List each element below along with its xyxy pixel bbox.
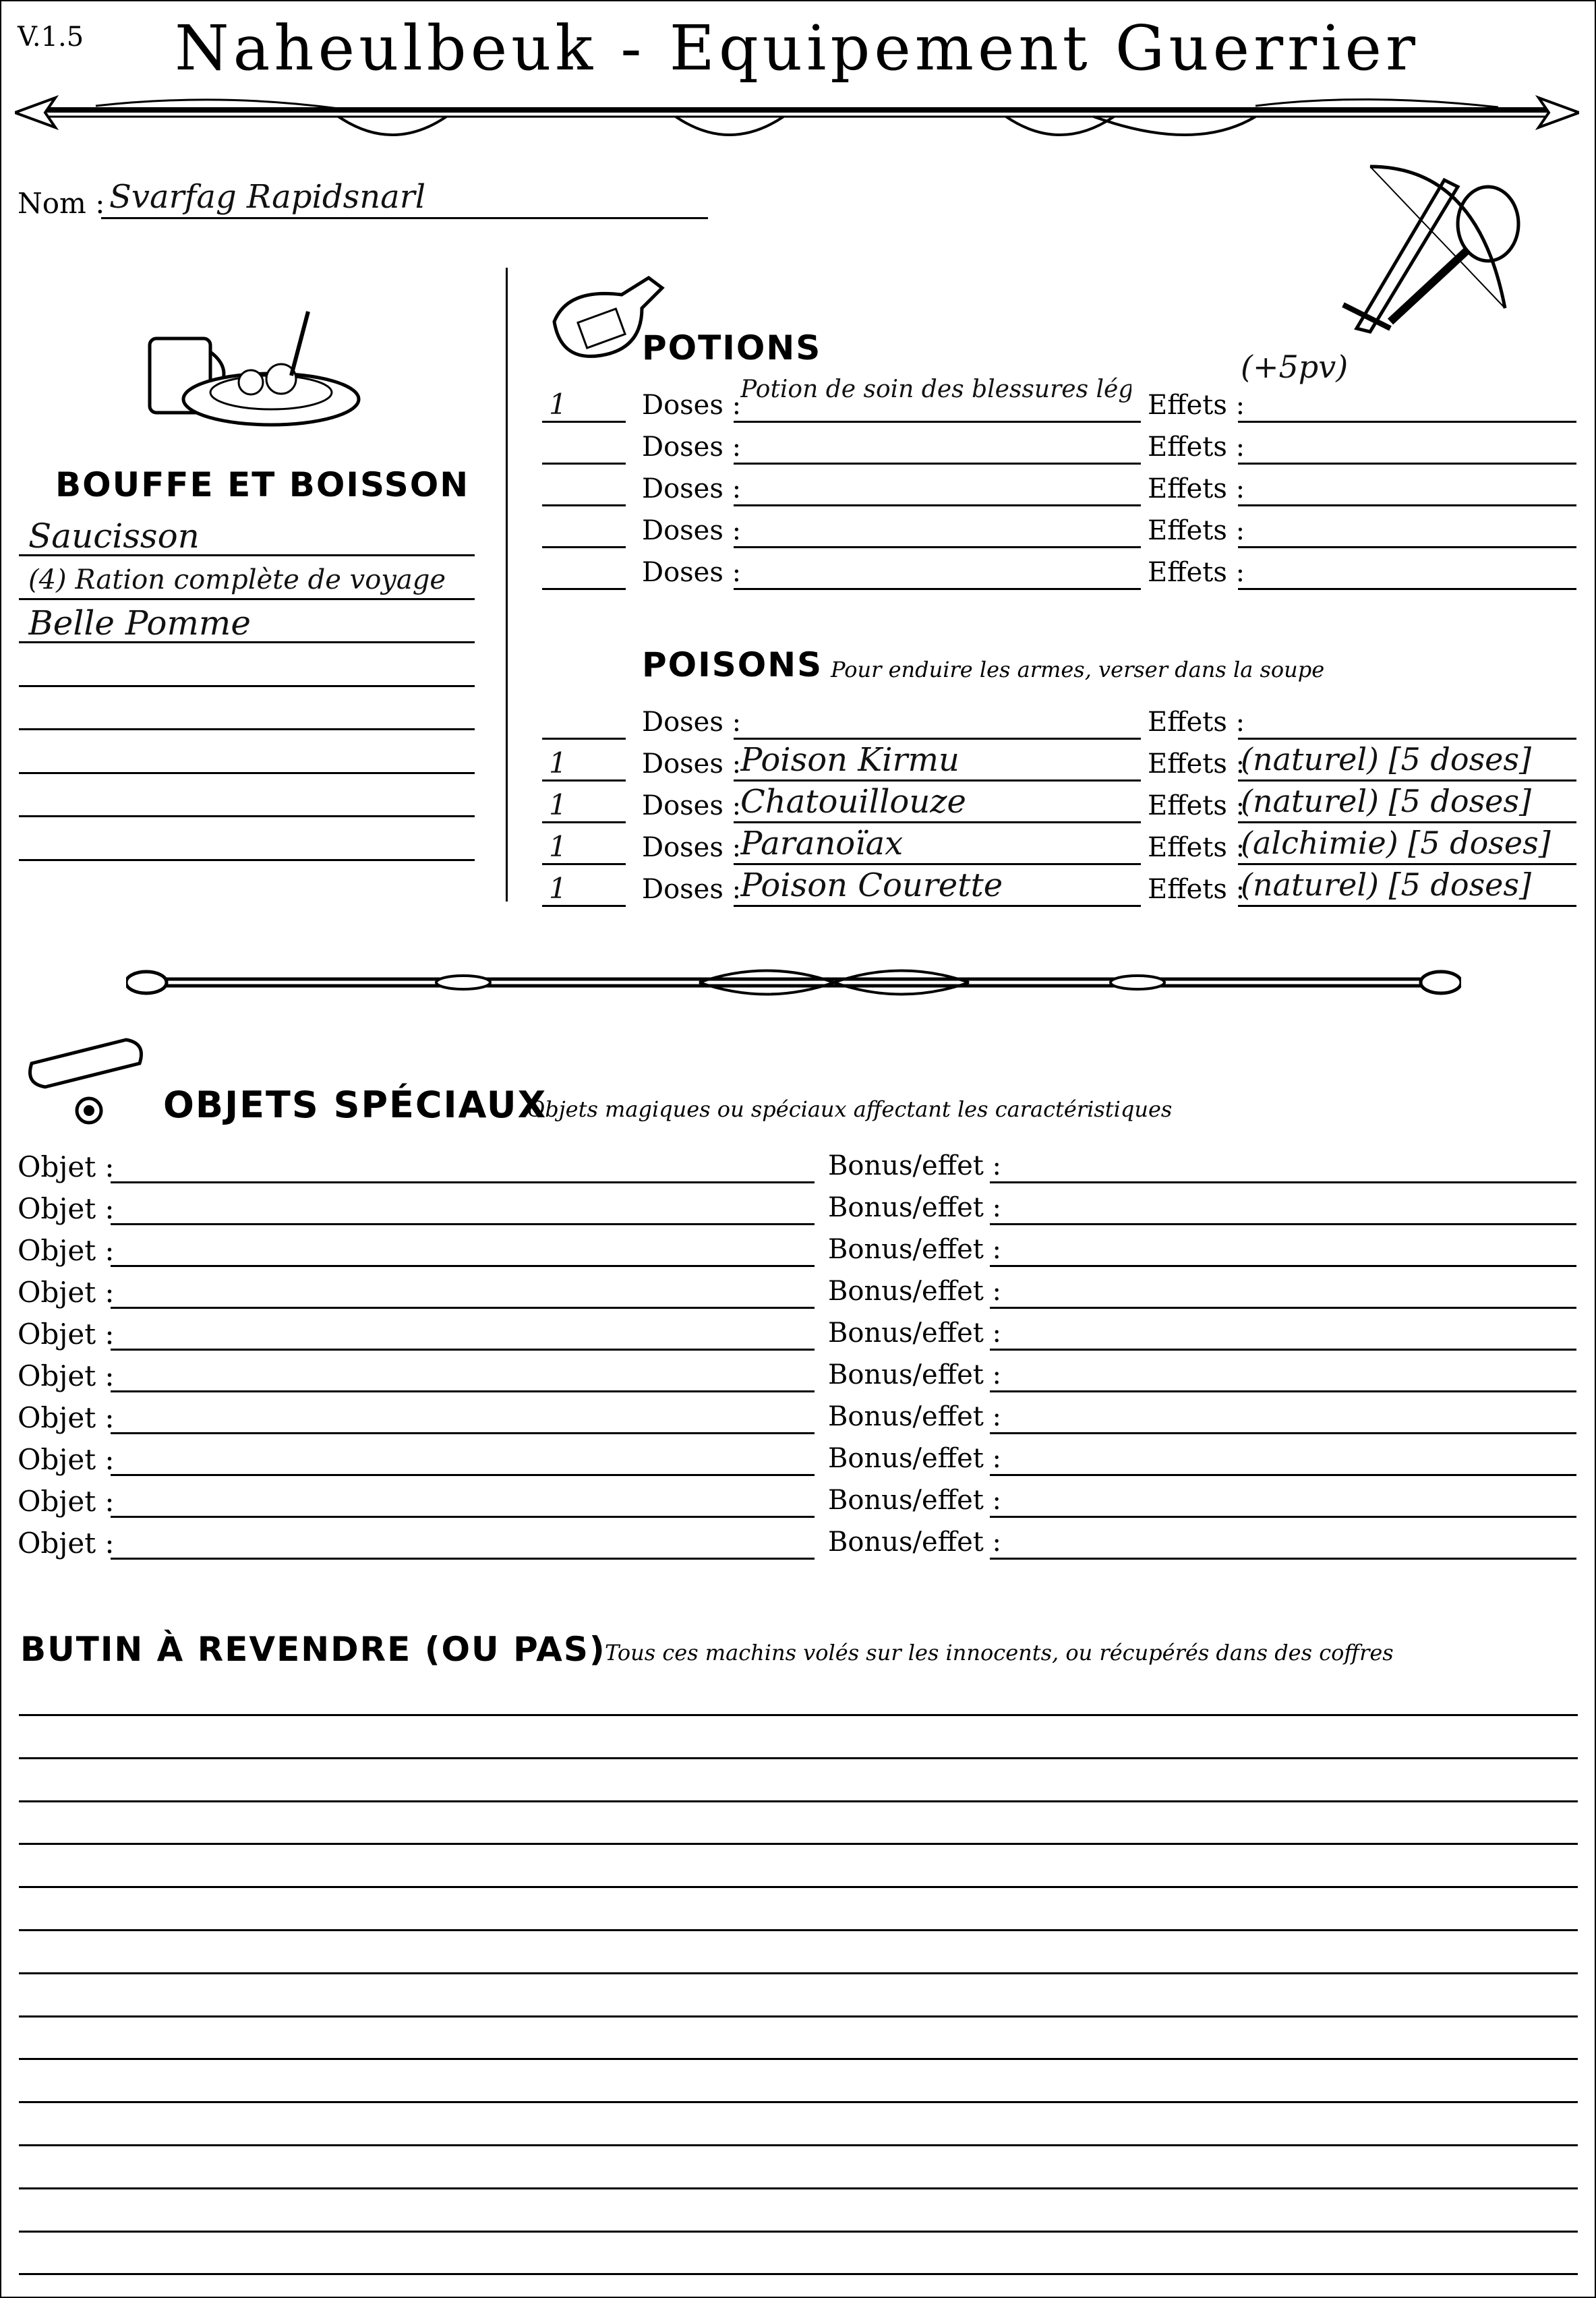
potions-name-field[interactable] (740, 371, 1131, 407)
poisons-heading: POISONS (642, 645, 823, 684)
food-item-field[interactable] (28, 734, 473, 773)
poisons-effect-field[interactable] (1241, 824, 1578, 862)
bonus-field[interactable] (997, 1227, 1570, 1264)
loot-field[interactable] (28, 2106, 1572, 2143)
objet-underline (111, 1432, 815, 1434)
potions-qty-underline (542, 588, 626, 590)
bonus-label: Bonus/effet : (828, 1276, 1002, 1307)
objet-underline (111, 1516, 815, 1518)
potions-name-underline (734, 504, 1141, 506)
poisons-effect-field[interactable] (1241, 866, 1578, 904)
bonus-field[interactable] (997, 1185, 1570, 1222)
bonus-label: Bonus/effet : (828, 1318, 1002, 1349)
poisons-qty-field[interactable] (549, 873, 616, 904)
poisons-qty-underline (542, 905, 626, 907)
potions-effect-field[interactable] (1241, 348, 1578, 386)
objet-label: Objet : (18, 1527, 115, 1560)
poisons-effect-field[interactable] (1241, 782, 1578, 820)
potions-effets-label: Effets : (1148, 515, 1245, 546)
potions-name-underline (734, 421, 1141, 423)
loot-underline (19, 2144, 1578, 2146)
poisons-doses-label: Doses : (642, 790, 742, 821)
food-platter-icon (136, 298, 365, 433)
poisons-qty-field[interactable] (549, 747, 616, 778)
objet-field[interactable] (116, 1353, 804, 1389)
potions-doses-label: Doses : (642, 432, 742, 463)
poisons-name-field[interactable] (740, 784, 1131, 820)
food-item-field[interactable] (28, 560, 473, 599)
bonus-label: Bonus/effet : (828, 1401, 1002, 1432)
objet-field[interactable] (116, 1394, 804, 1431)
loot-underline (19, 2058, 1578, 2060)
objet-underline (111, 1558, 815, 1560)
potions-name-underline (734, 588, 1141, 590)
poisons-effect-underline (1238, 779, 1576, 782)
poisons-effets-label: Effets : (1148, 874, 1245, 905)
poisons-effect-field[interactable] (1241, 740, 1578, 778)
food-item-underline (19, 685, 475, 687)
food-item-field[interactable] (28, 603, 473, 643)
objet-label: Objet : (18, 1192, 115, 1225)
objet-underline (111, 1307, 815, 1309)
bonus-underline (990, 1307, 1576, 1309)
objet-label: Objet : (18, 1443, 115, 1476)
loot-subtitle: Tous ces machins volés sur les innocents, ou récupérés dans des coffres (605, 1640, 1394, 1666)
potions-qty-underline (542, 504, 626, 506)
food-item-underline (19, 859, 475, 861)
potions-qty-underline (542, 546, 626, 548)
loot-field[interactable] (28, 2063, 1572, 2100)
poisons-effets-label: Effets : (1148, 748, 1245, 779)
potions-effets-label: Effets : (1148, 390, 1245, 421)
potions-effect-underline (1238, 504, 1576, 506)
potions-effets-label: Effets : (1148, 432, 1245, 463)
poisons-qty-underline (542, 779, 626, 782)
objet-field[interactable] (116, 1520, 804, 1556)
objet-label: Objet : (18, 1401, 115, 1434)
poisons-doses-label: Doses : (642, 832, 742, 863)
special-heading: OBJETS SPÉCIAUX (163, 1084, 548, 1126)
loot-underline (19, 1886, 1578, 1888)
spear-divider-icon (15, 86, 1579, 146)
poisons-name-underline (734, 779, 1141, 782)
bonus-underline (990, 1349, 1576, 1351)
objet-underline (111, 1390, 815, 1392)
bonus-field[interactable] (997, 1144, 1570, 1180)
food-item-field[interactable] (28, 690, 473, 730)
loot-field[interactable] (28, 1848, 1572, 1885)
food-item-underline (19, 772, 475, 774)
bonus-label: Bonus/effet : (828, 1485, 1002, 1516)
objet-field[interactable] (116, 1311, 804, 1347)
poisons-effets-label: Effets : (1148, 707, 1245, 738)
potions-doses-label: Doses : (642, 515, 742, 546)
bonus-label: Bonus/effet : (828, 1359, 1002, 1390)
poisons-name-field[interactable] (740, 742, 1131, 778)
poisons-effets-label: Effets : (1148, 832, 1245, 863)
poisons-name-underline (734, 905, 1141, 907)
loot-field[interactable] (28, 1978, 1572, 2014)
bonus-field[interactable] (997, 1520, 1570, 1556)
food-item-field[interactable] (28, 821, 473, 860)
potions-effect-underline (1238, 588, 1576, 590)
poisons-qty-field[interactable] (549, 831, 616, 862)
food-heading: BOUFFE ET BOISSON (55, 465, 470, 504)
bonus-field[interactable] (997, 1269, 1570, 1305)
potions-effect-field[interactable] (1241, 549, 1578, 587)
objet-underline (111, 1223, 815, 1225)
potions-name-field[interactable] (740, 467, 1131, 503)
potions-effets-label: Effets : (1148, 473, 1245, 504)
objet-field[interactable] (116, 1269, 804, 1305)
loot-underline (19, 1972, 1578, 1974)
objet-label: Objet : (18, 1150, 115, 1183)
loot-underline (19, 1757, 1578, 1759)
potions-qty-underline (542, 421, 626, 423)
loot-field[interactable] (28, 1719, 1572, 1756)
potions-heading: POTIONS (642, 328, 822, 367)
food-item-field[interactable] (28, 777, 473, 817)
food-item-underline (19, 815, 475, 817)
poisons-effect-underline (1238, 905, 1576, 907)
bonus-label: Bonus/effet : (828, 1527, 1002, 1558)
objet-label: Objet : (18, 1359, 115, 1392)
bonus-field[interactable] (997, 1436, 1570, 1473)
loot-field[interactable] (28, 2193, 1572, 2229)
potions-effect-field[interactable] (1241, 465, 1578, 503)
nom-label: Nom : (18, 187, 105, 220)
poisons-doses-label: Doses : (642, 707, 742, 738)
loot-underline (19, 1843, 1578, 1845)
bonus-underline (990, 1223, 1576, 1225)
nom-field[interactable] (109, 178, 703, 216)
poisons-subtitle: Pour enduire les armes, verser dans la soupe (831, 657, 1325, 682)
loot-field[interactable] (28, 1805, 1572, 1842)
poisons-effect-field[interactable] (1241, 699, 1578, 736)
bonus-field[interactable] (997, 1478, 1570, 1514)
objet-underline (111, 1181, 815, 1183)
loot-underline (19, 2101, 1578, 2103)
poisons-effect-underline (1238, 863, 1576, 865)
potions-qty-field[interactable] (549, 472, 616, 503)
poisons-name-field[interactable] (740, 700, 1131, 736)
potions-qty-field[interactable] (549, 514, 616, 545)
poisons-doses-label: Doses : (642, 874, 742, 905)
bonus-underline (990, 1474, 1576, 1476)
food-item-underline (19, 641, 475, 643)
food-item-field[interactable] (28, 647, 473, 686)
bonus-field[interactable] (997, 1394, 1570, 1431)
food-item-underline (19, 728, 475, 730)
poisons-effect-underline (1238, 738, 1576, 740)
objet-field[interactable] (116, 1227, 804, 1264)
potions-qty-field[interactable] (549, 430, 616, 461)
bonus-underline (990, 1181, 1576, 1183)
loot-underline (19, 1800, 1578, 1802)
poisons-name-underline (734, 863, 1141, 865)
potions-effect-underline (1238, 546, 1576, 548)
nom-underline (101, 217, 708, 219)
potions-qty-underline (542, 463, 626, 465)
scroll-ring-icon (18, 1030, 153, 1131)
poisons-qty-underline (542, 738, 626, 740)
objet-label: Objet : (18, 1276, 115, 1309)
potions-doses-label: Doses : (642, 557, 742, 588)
loot-underline (19, 2187, 1578, 2189)
poisons-qty-underline (542, 863, 626, 865)
potions-effect-field[interactable] (1241, 507, 1578, 545)
objet-field[interactable] (116, 1144, 804, 1180)
food-item-underline (19, 598, 475, 600)
poisons-name-underline (734, 738, 1141, 740)
poisons-effets-label: Effets : (1148, 790, 1245, 821)
potions-doses-label: Doses : (642, 473, 742, 504)
potions-name-field[interactable] (740, 425, 1131, 461)
objet-field[interactable] (116, 1185, 804, 1222)
objet-label: Objet : (18, 1318, 115, 1351)
bonus-underline (990, 1516, 1576, 1518)
potions-qty-field[interactable] (549, 388, 616, 419)
potions-name-field[interactable] (740, 508, 1131, 545)
poisons-name-field[interactable] (740, 825, 1131, 862)
potions-name-underline (734, 463, 1141, 465)
poisons-name-underline (734, 821, 1141, 823)
poisons-name-field[interactable] (740, 867, 1131, 904)
loot-underline (19, 1714, 1578, 1716)
bonus-label: Bonus/effet : (828, 1443, 1002, 1474)
objet-label: Objet : (18, 1234, 115, 1267)
bonus-underline (990, 1265, 1576, 1267)
version-label: V.1.5 (18, 22, 84, 53)
bonus-label: Bonus/effet : (828, 1150, 1002, 1181)
objet-underline (111, 1265, 815, 1267)
food-item-underline (19, 554, 475, 556)
column-divider (506, 268, 508, 902)
bonus-underline (990, 1558, 1576, 1560)
loot-underline (19, 2231, 1578, 2233)
loot-field[interactable] (28, 1763, 1572, 1799)
potions-doses-label: Doses : (642, 390, 742, 421)
bonus-label: Bonus/effet : (828, 1192, 1002, 1223)
loot-field[interactable] (28, 1935, 1572, 1971)
objet-label: Objet : (18, 1485, 115, 1518)
special-subtitle: Objets magiques ou spéciaux affectant les caractéristiques (527, 1096, 1173, 1122)
poisons-qty-field[interactable] (549, 705, 616, 736)
staff-divider-icon (126, 959, 1461, 1006)
bonus-label: Bonus/effet : (828, 1234, 1002, 1265)
bonus-field[interactable] (997, 1353, 1570, 1389)
objet-underline (111, 1349, 815, 1351)
loot-underline (19, 2273, 1578, 2275)
loot-field[interactable] (28, 2235, 1572, 2272)
bonus-field[interactable] (997, 1311, 1570, 1347)
loot-field[interactable] (28, 1891, 1572, 1928)
potions-name-underline (734, 546, 1141, 548)
poisons-doses-label: Doses : (642, 748, 742, 779)
potions-qty-field[interactable] (549, 556, 616, 587)
crossed-weapons-icon (1330, 160, 1532, 342)
poisons-effect-underline (1238, 821, 1576, 823)
food-item-field[interactable] (28, 517, 473, 556)
loot-underline (19, 2015, 1578, 2017)
potions-effets-label: Effets : (1148, 557, 1245, 588)
potions-effect-underline (1238, 421, 1576, 423)
loot-underline (19, 1929, 1578, 1931)
poisons-qty-underline (542, 821, 626, 823)
loot-field[interactable] (28, 2020, 1572, 2057)
loot-heading: BUTIN À REVENDRE (OU PAS) (20, 1630, 606, 1669)
bonus-underline (990, 1390, 1576, 1392)
potions-effect-field[interactable] (1241, 423, 1578, 461)
objet-field[interactable] (116, 1436, 804, 1473)
potions-name-field[interactable] (740, 550, 1131, 587)
bonus-underline (990, 1432, 1576, 1434)
page-title: Naheulbeuk - Equipement Guerrier (175, 12, 1419, 84)
objet-underline (111, 1474, 815, 1476)
poisons-qty-field[interactable] (549, 789, 616, 820)
potions-effect-underline (1238, 463, 1576, 465)
loot-field[interactable] (28, 1676, 1572, 1713)
objet-field[interactable] (116, 1478, 804, 1514)
loot-field[interactable] (28, 2150, 1572, 2186)
